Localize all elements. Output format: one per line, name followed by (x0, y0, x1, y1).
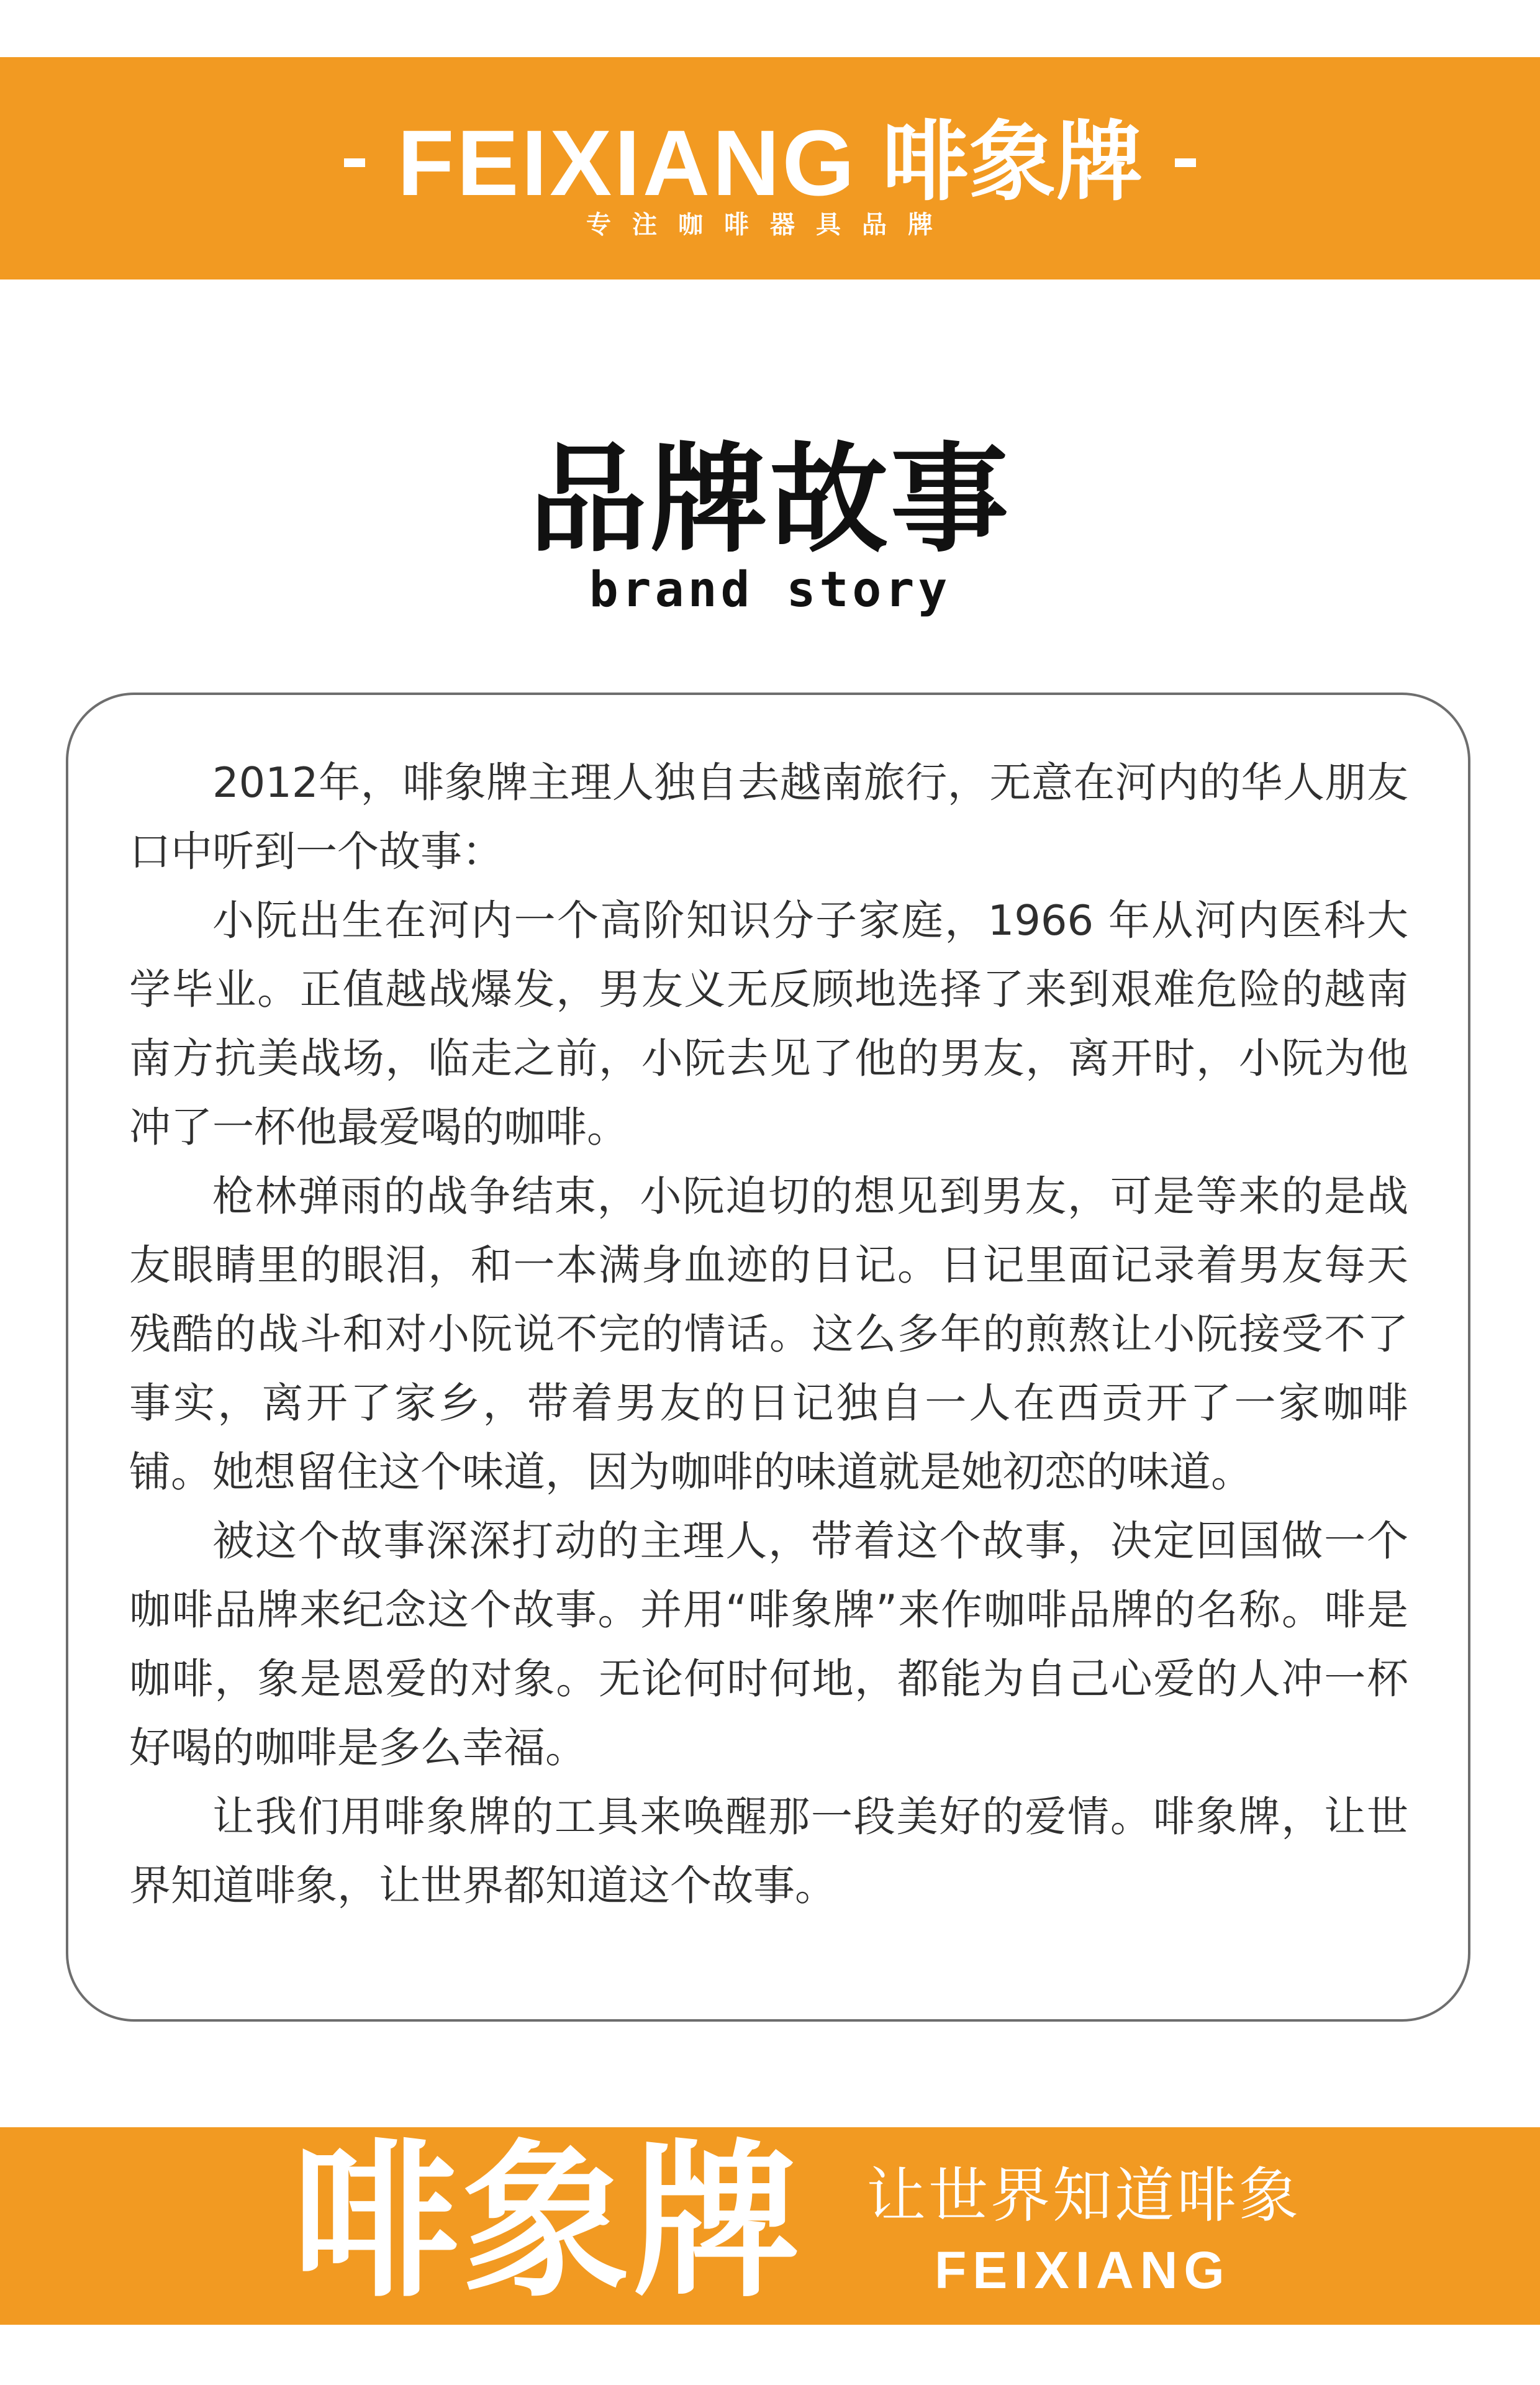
story-box (66, 693, 1470, 2022)
right-dash-decoration (1175, 158, 1196, 167)
bottom-banner (0, 2124, 1540, 2325)
story-paragraph: 让我们用啡象牌的工具来唤醒那一段美好的爱情。啡象牌，让世界知道啡象，让世界都知道这个故事。 (129, 1792, 1408, 1910)
story-paragraph: 被这个故事深深打动的主理人，带着这个故事，决定回国做一个咖啡品牌来纪念这个故事。并用“啡象牌”来作咖啡品牌的名称。啡是咖啡，象是恩爱的对象。无论何时何地，都能为自己心爱的人冲一杯好喝的咖啡是多么幸福。 (129, 1517, 1408, 1772)
brand-name-en: FEIXIANG (397, 111, 858, 215)
page-subtitle: brand story (589, 562, 951, 618)
footer-slogan: 让世界知道啡象 (866, 2161, 1301, 2230)
brand-tagline: 专注咖啡器具品牌 (586, 211, 954, 239)
story-paragraph: 小阮出生在河内一个高阶知识分子家庭，1966 年从河内医科大学毕业。正值越战爆发，男友义无反顾地选择了来到艰难危险的越南南方抗美战场，临走之前，小阮去见了他的男友，离开时，小阮为他冲了一杯他最爱喝的咖啡。 (129, 896, 1408, 1152)
top-banner (0, 57, 1540, 279)
footer-brand-cn: 啡象牌 (292, 2124, 802, 2320)
brand-name-cn: 啡象牌 (882, 112, 1143, 213)
footer-brand-en: FEIXIANG (935, 2241, 1231, 2299)
page-title: 品牌故事 (528, 431, 1011, 568)
left-dash-decoration (344, 158, 365, 167)
top-brand-logo (0, 111, 1540, 215)
story-text (129, 748, 1408, 1920)
story-paragraph: 枪林弹雨的战争结束，小阮迫切的想见到男友，可是等来的是战友眼睛里的眼泪，和一本满身血迹的日记。日记里面记录着男友每天残酷的战斗和对小阮说不完的情话。这么多年的煎熬让小阮接受不了事实，离开了家乡，带着男友的日记独自一人在西贡开了一家咖啡铺。她想留住这个味道，因为咖啡的味道就是她初恋的味道。 (129, 1172, 1408, 1496)
story-paragraph: 2012年，啡象牌主理人独自去越南旅行，无意在河内的华人朋友口中听到一个故事： (129, 758, 1408, 876)
